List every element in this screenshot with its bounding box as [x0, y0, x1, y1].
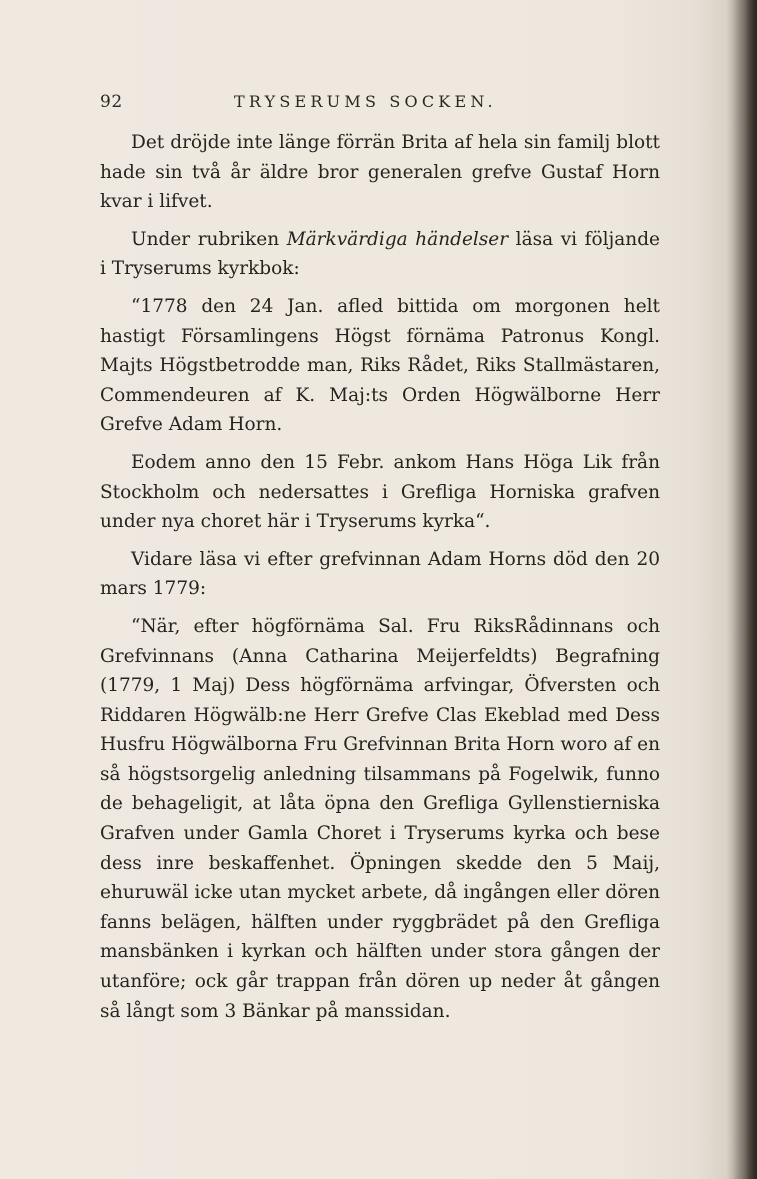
paragraph-5: Vidare läsa vi efter grefvinnan Adam Horns död den 20 mars 1779: — [100, 548, 660, 600]
paragraph-3: “1778 den 24 Jan. afled bittida om morgonen helt hastigt Församlingens Högst förnäma Patronus Kongl. Majts Högstbetrodde man, Riks Rådet, Riks Stallmästaren, Commendeuren af K. Maj:ts Orden Högwälborne Herr Grefve Adam Horn. — [100, 295, 660, 436]
paragraph-1: Det dröjde inte länge förrän Brita af hela sin familj blott hade sin två år äldre bror generalen grefve Gustaf Horn kvar i lifvet. — [100, 132, 660, 213]
body-text — [100, 128, 660, 1026]
paragraph-6: “När, efter högförnäma Sal. Fru RiksRådinnans och Grefvinnans (Anna Catharina Meijerfeldts) Begrafning (1779, 1 Maj) Dess högförnäma arfvingar, Öfversten och Riddaren Högwälb:ne Herr Grefve Clas Ekeblad med Dess Husfru Högwälborna Fru Grefvinnan Brita Horn woro af en så högstsorgelig anledning tilsammans på Fogelwik, funno de behageligit, at låta öpna den Grefliga Gyllenstierniska Grafven under Gamla Choret i Tryserums kyrka och bese dess inre beskaffenhet. Öpningen skedde den 5 Maij, ehuruwäl icke utan mycket arbete, då ingången eller dören fanns belägen, hälften under ryggbrädet på den Grefliga mansbänken i kyrkan och hälften under stora gången der utanföre; ock går trappan från dören up neder åt gången så långt som 3 Bänkar på manssidan. — [100, 615, 660, 1022]
running-head-title: TRYSERUMS SOCKEN. — [234, 92, 497, 111]
page-gutter-shadow — [733, 0, 757, 1179]
paragraph-2-after: läsa vi följande i Tryserums kyrkbok: — [100, 228, 661, 280]
paragraph-4: Eodem anno den 15 Febr. ankom Hans Höga Lik från Stockholm och nedersattes i Grefliga Horniska grafven under nya choret här i Tryserums kyrka“. — [100, 451, 660, 533]
paragraph-2-before: Under rubriken — [131, 228, 287, 250]
paragraph-2-emphasis: Märkvärdiga händelser — [286, 228, 509, 250]
page-number: 92 — [100, 92, 123, 112]
paragraph-2 — [100, 225, 660, 284]
running-head — [100, 92, 660, 116]
